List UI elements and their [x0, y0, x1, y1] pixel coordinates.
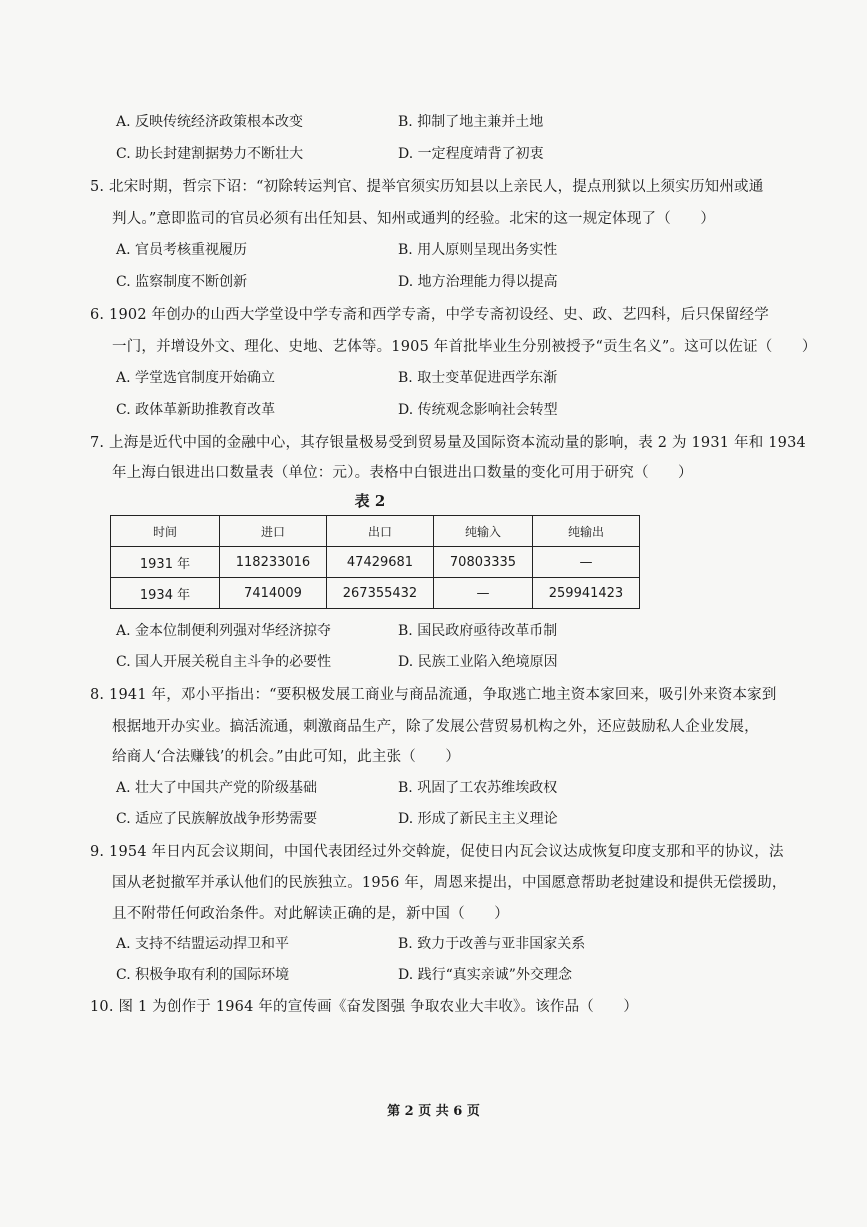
table-cell: 7414009: [220, 578, 327, 609]
silver-trade-table: [110, 515, 640, 609]
q-prev-option-c: C. 助长封建割据势力不断壮大: [116, 146, 304, 162]
table-row: [111, 578, 640, 609]
q5-option-b: B. 用人原则呈现出务实性: [398, 242, 558, 258]
table-cell: —: [434, 578, 533, 609]
q6-option-b: B. 取士变革促进西学东渐: [398, 370, 558, 386]
q8-option-b: B. 巩固了工农苏维埃政权: [398, 780, 558, 796]
q7-option-c: C. 国人开展关税自主斗争的必要性: [116, 654, 332, 670]
q6-stem-line-2: 一门，并增设外文、理化、史地、艺体等。1905 年首批毕业生分别被授予“贡生名义”。这可以佐证（ ）: [112, 339, 817, 355]
q7-option-b: B. 国民政府亟待改革币制: [398, 623, 558, 639]
q6-stem-line-1: 6. 1902 年创办的山西大学堂设中学专斋和西学专斋，中学专斋初设经、史、政、艺四科，后只保留经学: [90, 307, 769, 323]
table-cell: 118233016: [220, 547, 327, 578]
table-header-row: [111, 516, 640, 547]
table-header-cell: 纯输出: [533, 516, 640, 547]
q7-stem-line-2: 年上海白银进出口数量表（单位：元）。表格中白银进出口数量的变化可用于研究（ ）: [112, 465, 693, 481]
q6-option-a: A. 学堂选官制度开始确立: [116, 370, 276, 386]
q5-stem-line-1: 5. 北宋时期，哲宗下诏：“初除转运判官、提举官须实历知县以上亲民人，提点刑狱以上须实历知州或通: [90, 179, 764, 195]
q5-option-c: C. 监察制度不断创新: [116, 274, 248, 290]
table-cell: 267355432: [327, 578, 434, 609]
q8-option-c: C. 适应了民族解放战争形势需要: [116, 811, 318, 827]
q9-option-b: B. 致力于改善与亚非国家关系: [398, 936, 586, 952]
table-header-cell: 出口: [327, 516, 434, 547]
q9-stem-line-3: 且不附带任何政治条件。对此解读正确的是，新中国（ ）: [112, 906, 509, 922]
q8-option-a: A. 壮大了中国共产党的阶级基础: [116, 780, 318, 796]
q9-option-c: C. 积极争取有利的国际环境: [116, 967, 290, 983]
q-prev-option-a: A. 反映传统经济政策根本改变: [116, 114, 304, 130]
table-cell: —: [533, 547, 640, 578]
q9-stem-line-1: 9. 1954 年日内瓦会议期间，中国代表团经过外交斡旋，促使日内瓦会议达成恢复印度支那和平的协议，法: [90, 844, 784, 860]
q6-option-d: D. 传统观念影响社会转型: [398, 402, 558, 418]
q7-stem-line-1: 7. 上海是近代中国的金融中心，其存银量极易受到贸易量及国际资本流动量的影响，表 2 为 1931 年和 1934: [90, 435, 806, 451]
q8-stem-line-2: 根据地开办实业。搞活流通，刺激商品生产，除了发展公营贸易机构之外，还应鼓励私人企业发展，: [112, 719, 759, 735]
table-header-cell: 进口: [220, 516, 327, 547]
q7-option-d: D. 民族工业陷入绝境原因: [398, 654, 558, 670]
q9-stem-line-2: 国从老挝撤军并承认他们的民族独立。1956 年，周恩来提出，中国愿意帮助老挝建设和提供无偿援助，: [112, 875, 787, 891]
q7-option-a: A. 金本位制便利列强对华经济掠夺: [116, 623, 332, 639]
q9-option-d: D. 践行“真实亲诚”外交理念: [398, 967, 572, 983]
q8-stem-line-1: 8. 1941 年，邓小平指出：“要积极发展工商业与商品流通，争取逃亡地主资本家回来，吸引外来资本家到: [90, 687, 777, 703]
q5-stem-line-2: 判人。”意即监司的官员必须有出任知县、知州或通判的经验。北宋的这一规定体现了（ ）: [112, 211, 716, 227]
q-prev-option-b: B. 抑制了地主兼并土地: [398, 114, 544, 130]
table-cell: 70803335: [434, 547, 533, 578]
q6-option-c: C. 政体革新助推教育改革: [116, 402, 276, 418]
table-cell: 47429681: [327, 547, 434, 578]
q-prev-option-d: D. 一定程度靖背了初衷: [398, 146, 544, 162]
q10-stem-line-1: 10. 图 1 为创作于 1964 年的宣传画《奋发图强 争取农业大丰收》。该作品（ ）: [90, 999, 639, 1015]
q5-option-a: A. 官员考核重视履历: [116, 242, 248, 258]
q5-option-d: D. 地方治理能力得以提高: [398, 274, 558, 290]
q9-option-a: A. 支持不结盟运动捍卫和平: [116, 936, 290, 952]
q8-option-d: D. 形成了新民主主义理论: [398, 811, 558, 827]
table-header-cell: 纯输入: [434, 516, 533, 547]
table-row: [111, 547, 640, 578]
table-cell: 1934 年: [111, 578, 220, 609]
page-number-footer: 第 2 页 共 6 页: [387, 1104, 480, 1119]
table-cell: 259941423: [533, 578, 640, 609]
table-caption: 表 2: [354, 492, 386, 510]
q8-stem-line-3: 给商人‘合法赚钱’的机会。”由此可知，此主张（ ）: [112, 749, 461, 765]
table-header-cell: 时间: [111, 516, 220, 547]
table-cell: 1931 年: [111, 547, 220, 578]
